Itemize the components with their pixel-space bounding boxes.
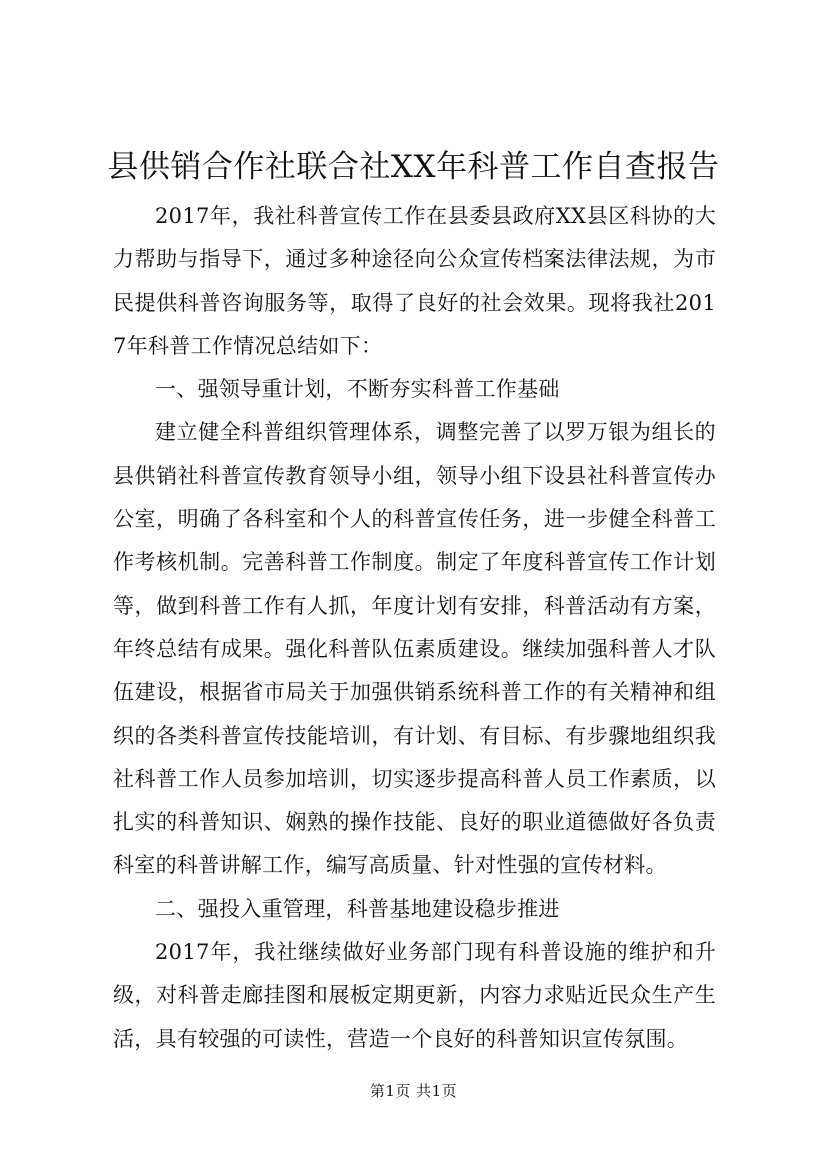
section-heading-2: 二、强投入重管理，科普基地建设稳步推进 bbox=[155, 896, 560, 921]
document-title: 县供销合作社联合社XX年科普工作自查报告 bbox=[107, 149, 720, 185]
paragraph-section-2: 2017年，我社继续做好业务部门现有科普设施的维护和升级，对科普走廊挂图和展板定期更新，内容力求贴近民众生产生活，具有较强的可读性，营造一个良好的科普知识宣传氛围。 bbox=[113, 940, 716, 1051]
document-body bbox=[113, 195, 716, 1061]
paragraph-section-1: 建立健全科普组织管理体系，调整完善了以罗万银为组长的县供销社科普宣传教育领导小组，领导小组下设县社科普宣传办公室，明确了各科室和个人的科普宣传任务，进一步健全科普工作考核机制。完善科普工作制度。制定了年度科普宣传工作计划等，做到科普工作有人抓，年度计划有安排，科普活动有方案，年终总结有成果。强化科普队伍素质建设。继续加强科普人才队伍建设，根据省市局关于加强供销系统科普工作的有关精神和组织的各类科普宣传技能培训，有计划、有目标、有步骤地组织我社科普工作人员参加培训，切实逐步提高科普人员工作素质，以扎实的科普知识、娴熟的操作技能、良好的职业道德做好各负责科室的科普讲解工作，编写高质量、针对性强的宣传材料。 bbox=[113, 420, 716, 878]
paragraph-intro: 2017年，我社科普宣传工作在县委县政府XX县区科协的大力帮助与指导下，通过多种途径向公众宣传档案法律法规，为市民提供科普咨询服务等，取得了良好的社会效果。现将我社2017年科普工作情况总结如下： bbox=[113, 204, 716, 358]
section-heading-1: 一、强领导重计划，不断夯实科普工作基础 bbox=[155, 377, 560, 402]
page-footer: 第1页 共1页 bbox=[369, 1082, 458, 1100]
